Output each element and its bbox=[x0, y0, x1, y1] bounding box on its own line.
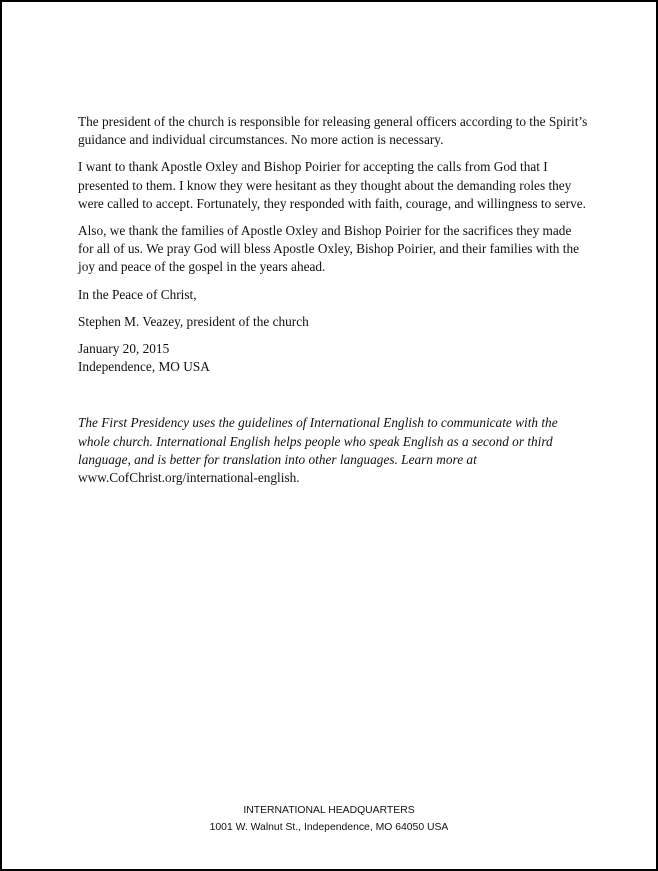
note-url: www.CofChrist.org/international-english. bbox=[78, 470, 300, 486]
footer bbox=[2, 802, 656, 836]
letter-body bbox=[78, 113, 588, 496]
footer-address: 1001 W. Walnut St., Independence, MO 64050 USA bbox=[209, 822, 449, 833]
date-location bbox=[78, 340, 588, 376]
note-italic-text: The First Presidency uses the guidelines of International English to communicate with the whole church. International English helps people who speak English as a second or third language, and is better for translation into other languages. Learn more at bbox=[78, 415, 558, 467]
spacer bbox=[78, 385, 588, 414]
international-english-note bbox=[78, 414, 588, 487]
footer-org: INTERNATIONAL HEADQUARTERS bbox=[243, 805, 415, 816]
paragraph-release: The president of the church is responsible for releasing general officers according to the Spirit’s guidance and individual circumstances. No more action is necessary. bbox=[78, 114, 588, 148]
location: Independence, MO USA bbox=[78, 359, 210, 375]
date: January 20, 2015 bbox=[78, 341, 170, 357]
paragraph-thanks: I want to thank Apostle Oxley and Bishop Poirier for accepting the calls from God that I presented to them. I know they were hesitant as they thought about the demanding roles they were called to accept. Fortunately, they responded with faith, courage, and willingness to serve. bbox=[78, 159, 586, 211]
signature: Stephen M. Veazey, president of the church bbox=[78, 313, 309, 329]
paragraph-families: Also, we thank the families of Apostle Oxley and Bishop Poirier for the sacrifices they made for all of us. We pray God will bless Apostle Oxley, Bishop Poirier, and their families with the joy and peace of the gospel in the years ahead. bbox=[78, 223, 580, 275]
closing: In the Peace of Christ, bbox=[78, 286, 197, 302]
